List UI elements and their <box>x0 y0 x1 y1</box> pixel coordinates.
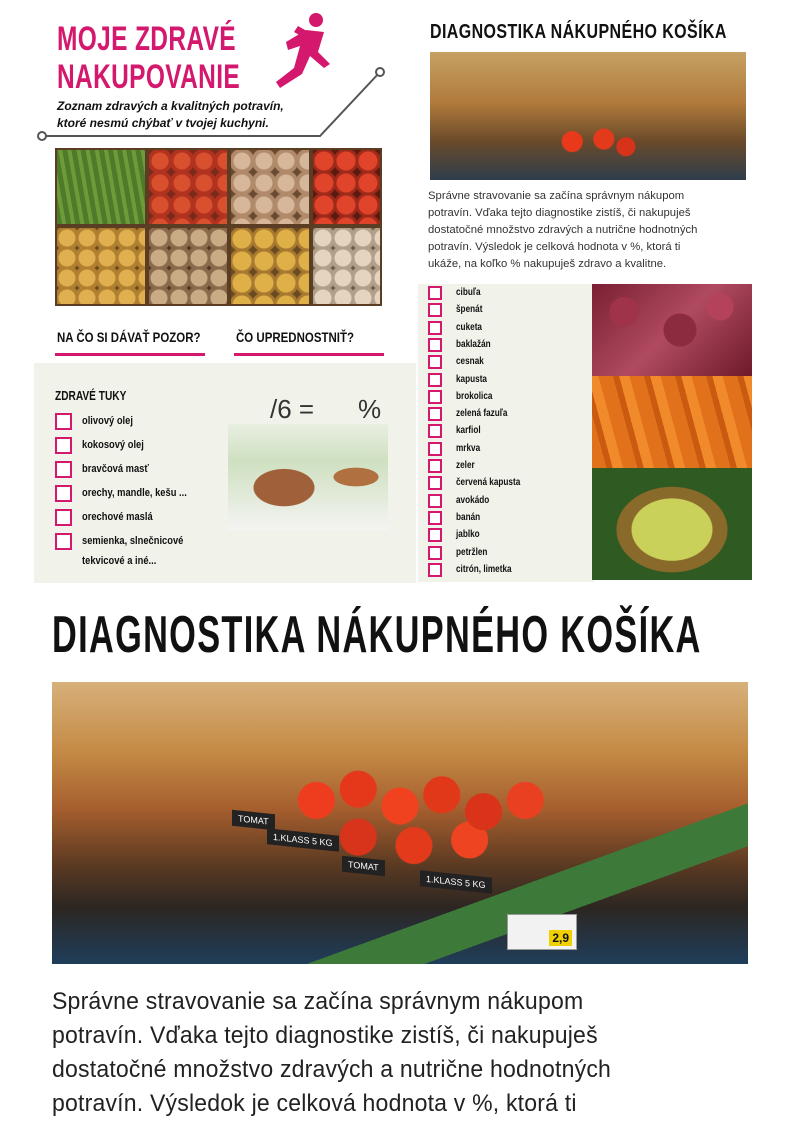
tuky-item-label: orechy, mandle, kešu ... <box>82 487 187 499</box>
right-intro-line4: potravín. Výsledok je celková hodnota v %, ktorá ti <box>428 241 681 253</box>
onion-photo <box>592 284 752 376</box>
apple-basket-photo <box>592 468 752 580</box>
right-intro-line3: dostatočné množstvo zdravých a nutrične hodnotných <box>428 224 698 236</box>
veg-checkbox[interactable] <box>428 338 442 352</box>
right-intro <box>428 188 697 273</box>
tuky-checkbox[interactable] <box>55 485 72 502</box>
veg-checkbox[interactable] <box>428 442 442 456</box>
tuky-item-label: kokosový olej <box>82 439 144 451</box>
veg-item-label: karfiol <box>456 425 481 437</box>
veg-checkbox[interactable] <box>428 563 442 577</box>
big-title: DIAGNOSTIKA NÁKUPNÉHO KOŠÍKA <box>52 606 702 664</box>
big-text-line1: Správne stravovanie sa začína správnym nákupom <box>52 988 584 1015</box>
tomato-market-photo-large <box>52 682 748 964</box>
tuky-checkbox[interactable] <box>55 413 72 430</box>
tuky-checkbox[interactable] <box>55 461 72 478</box>
uprednostnit-underline <box>234 353 384 356</box>
veg-item-label: petržlen <box>456 546 488 558</box>
tuky-item-label: orechové maslá <box>82 511 153 523</box>
veg-checkbox[interactable] <box>428 528 442 542</box>
tuky-checkbox[interactable] <box>55 437 72 454</box>
tuky-item-last-line2: tekvicové a iné... <box>82 555 157 567</box>
veg-checkbox[interactable] <box>428 373 442 387</box>
veg-item-label: avokádo <box>456 494 490 506</box>
sign-tomat-1: TOMAT <box>232 810 275 830</box>
veg-checkbox[interactable] <box>428 511 442 525</box>
veg-panel <box>418 284 594 582</box>
header-title-line1: MOJE ZDRAVÉ <box>57 20 236 58</box>
veg-checkbox[interactable] <box>428 407 442 421</box>
price-tag <box>507 914 577 950</box>
tuky-item-label: olivový olej <box>82 415 133 427</box>
right-intro-line5: ukáže, na koľko % nakupuješ zdravo a kvalitne. <box>428 258 667 270</box>
veg-item-label: mrkva <box>456 442 481 454</box>
veg-item-label: jablko <box>456 529 480 541</box>
header-subtitle-line1: Zoznam zdravých a kvalitných potravín, <box>57 99 284 113</box>
veg-checkbox[interactable] <box>428 424 442 438</box>
tuky-checkbox[interactable] <box>55 509 72 526</box>
nuts-photo <box>228 424 388 530</box>
veg-item-label: špenát <box>456 304 483 316</box>
veg-item-label: baklažán <box>456 338 491 350</box>
header-title-line2: NAKUPOVANIE <box>57 58 241 96</box>
header-subtitle-line2: ktoré nesmú chýbať v tvojej kuchyni. <box>57 116 269 130</box>
veg-item-label: cuketa <box>456 321 482 333</box>
veg-checkbox[interactable] <box>428 355 442 369</box>
tuky-checkbox[interactable] <box>55 533 72 550</box>
sign-klass-2: 1.KLASS 5 KG <box>420 870 492 894</box>
price-value: 2,9 <box>549 930 572 946</box>
big-text-line2: potravín. Vďaka tejto diagnostike zistíš, či nakupuješ <box>52 1022 598 1049</box>
veg-checkbox[interactable] <box>428 494 442 508</box>
veg-item-label: zelená fazuľa <box>456 408 508 420</box>
veg-checkbox[interactable] <box>428 286 442 300</box>
veg-checkbox[interactable] <box>428 546 442 560</box>
pozor-underline <box>55 353 205 356</box>
right-title: DIAGNOSTIKA NÁKUPNÉHO KOŠÍKA <box>430 21 727 43</box>
pozor-label: NA ČO SI DÁVAŤ POZOR? <box>57 329 201 345</box>
right-intro-line1: Správne stravovanie sa začína správnym nákupom <box>428 190 685 202</box>
veg-item-label: červená kapusta <box>456 477 521 489</box>
veg-item-label: brokolica <box>456 390 493 402</box>
vegetable-market-photo <box>55 148 382 306</box>
veg-checkbox[interactable] <box>428 321 442 335</box>
tuky-heading: ZDRAVÉ TUKY <box>55 388 127 403</box>
veg-checkbox[interactable] <box>428 476 442 490</box>
right-intro-line2: potravín. Vďaka tejto diagnostike zistíš, či nakupuješ <box>428 207 691 219</box>
tuky-item-label: bravčová masť <box>82 463 149 475</box>
veg-checkbox[interactable] <box>428 303 442 317</box>
veg-checkbox[interactable] <box>428 459 442 473</box>
score-label: /6 = <box>270 394 315 424</box>
percent-label: % <box>358 394 382 424</box>
big-text <box>52 985 611 1121</box>
sign-tomat-2: TOMAT <box>342 856 385 876</box>
big-text-line3: dostatočné množstvo zdravých a nutrične hodnotných <box>52 1056 612 1083</box>
big-text-line4: potravín. Výsledok je celková hodnota v %, ktorá ti <box>52 1090 577 1117</box>
carrot-photo <box>592 376 752 468</box>
tuky-item-label: semienka, slnečnicové <box>82 535 184 547</box>
tomato-market-photo-small <box>430 52 746 180</box>
veg-item-label: citrón, limetka <box>456 563 512 575</box>
veg-item-label: cibuľa <box>456 287 481 298</box>
sign-klass-1: 1.KLASS 5 KG <box>267 828 339 852</box>
uprednostnit-label: ČO UPREDNOSTNIŤ? <box>236 329 354 345</box>
veg-item-label: zeler <box>456 460 475 471</box>
veg-item-label: banán <box>456 511 481 523</box>
veg-checkbox[interactable] <box>428 390 442 404</box>
veg-item-label: kapusta <box>456 373 487 385</box>
connector-line <box>30 60 390 150</box>
veg-item-label: cesnak <box>456 356 484 368</box>
